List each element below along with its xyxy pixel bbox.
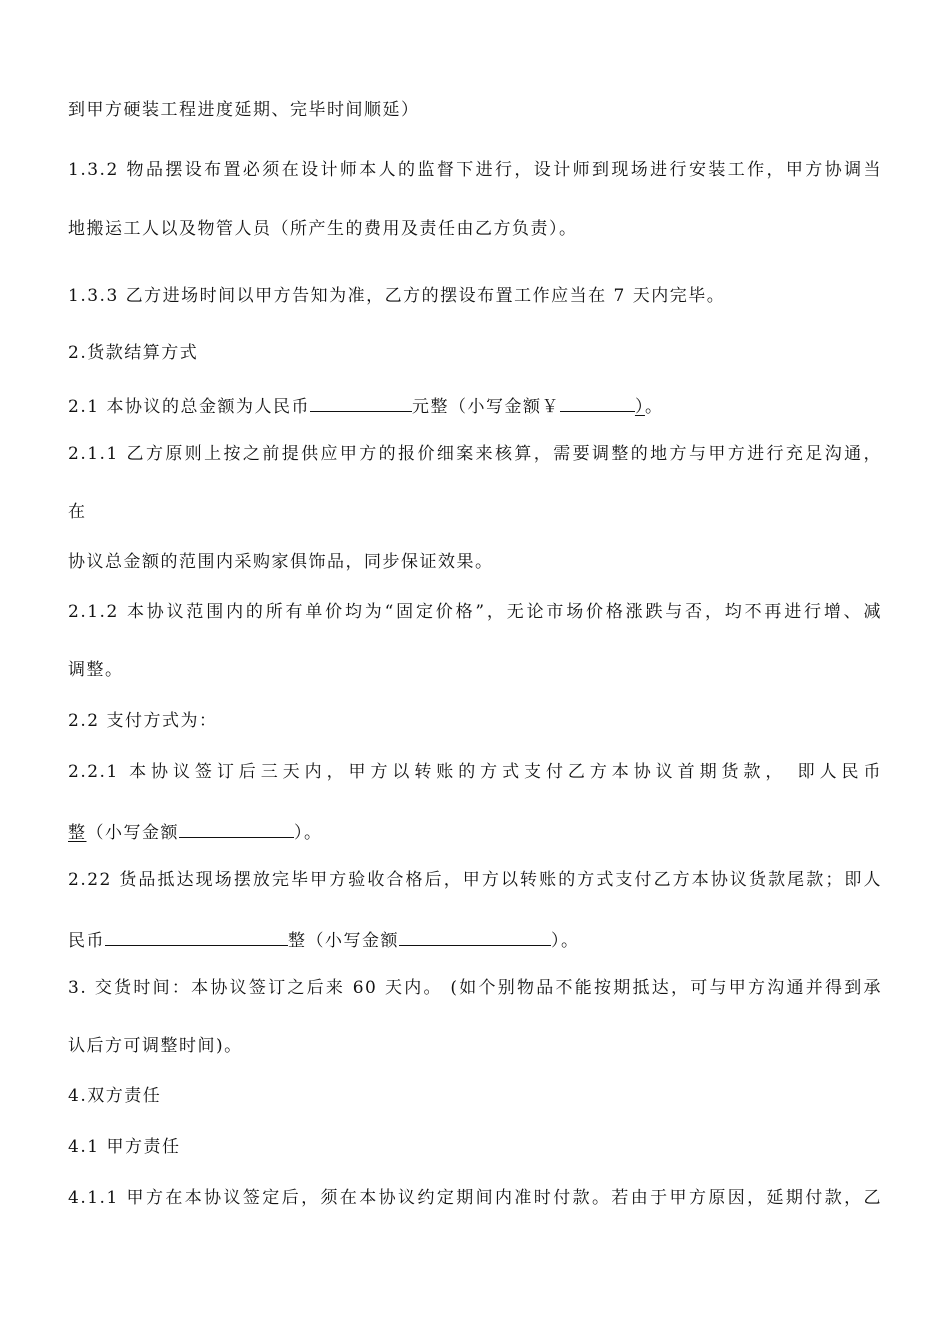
- text-line: [68, 392, 882, 419]
- text-line: [68, 98, 882, 122]
- text-line: [68, 500, 882, 524]
- heading-text: 2.货款结算方式: [68, 343, 199, 363]
- line-text: 2.2.1 本协议签订后三天内，甲方以转账的方式支付乙方本协议首期货款， 即人民币: [68, 762, 882, 782]
- text-line: [68, 709, 882, 733]
- line-text: 1.3.2 物品摆设布置必须在设计师本人的监督下进行，设计师到现场进行安装工作，甲方协调当: [68, 160, 882, 180]
- line-text: 2.1.1 乙方原则上按之前提供应甲方的报价细案来核算，需要调整的地方与甲方进行充足沟通，: [68, 444, 882, 464]
- line-text: ）: [634, 397, 645, 417]
- amount-blank: [105, 926, 288, 946]
- amount-blank: [310, 392, 412, 412]
- text-line: [68, 284, 882, 308]
- text-line: [68, 600, 882, 624]
- section-heading: [68, 341, 882, 365]
- text-line: [68, 658, 882, 682]
- line-text: ）。: [294, 823, 323, 843]
- line-text: 民币: [68, 931, 105, 951]
- line-text: 整: [68, 823, 87, 843]
- line-text: 2.22 货品抵达现场摆放完毕甲方验收合格后，甲方以转账的方式支付乙方本协议货款尾款；即人: [68, 870, 882, 890]
- line-text: 1.3.3 乙方进场时间以甲方告知为准，乙方的摆设布置工作应当在 7 天内完毕。: [68, 286, 726, 306]
- text-line: [68, 158, 882, 182]
- text-line: [68, 868, 882, 892]
- line-text: 调整。: [68, 660, 124, 680]
- text-line: [68, 1186, 882, 1210]
- line-text: 整（小写金额: [288, 931, 399, 951]
- heading-text: 4.1 甲方责任: [68, 1137, 181, 1157]
- line-text: 3. 交货时间：本协议签订之后来 60 天内。 (如个别物品不能按期抵达，可与甲方沟通并得到承: [68, 978, 882, 998]
- line-text: 在: [68, 502, 87, 522]
- line-text: 2.2 支付方式为：: [68, 711, 218, 731]
- amount-blank: [179, 818, 294, 838]
- line-text: （小写金额: [86, 823, 179, 843]
- section-heading: [68, 1084, 882, 1108]
- text-line: [68, 1034, 882, 1058]
- text-line: [68, 760, 882, 784]
- line-text: 元整（小写金额￥: [411, 397, 560, 417]
- line-text: 地搬运工人以及物管人员（所产生的费用及责任由乙方负责）。: [68, 219, 578, 239]
- line-text: 。: [644, 397, 664, 417]
- text-line: [68, 550, 882, 574]
- text-line: [68, 926, 882, 953]
- amount-blank: [399, 926, 551, 946]
- section-heading: [68, 1135, 882, 1159]
- text-line: [68, 442, 882, 466]
- line-text: 到甲方硬装工程进度延期、完毕时间顺延）: [68, 100, 420, 120]
- amount-blank: [560, 392, 635, 412]
- line-text: 协议总金额的范围内采购家俱饰品，同步保证效果。: [68, 552, 494, 572]
- line-text: ）。: [551, 931, 580, 951]
- heading-text: 4.双方责任: [68, 1086, 162, 1106]
- line-text: 4.1.1 甲方在本协议签定后，须在本协议约定期间内准时付款。若由于甲方原因，延期付款，乙: [68, 1188, 882, 1208]
- text-line: [68, 217, 882, 241]
- text-line: [68, 976, 882, 1000]
- line-text: 2.1.2 本协议范围内的所有单价均为“固定价格”，无论市场价格涨跌与否，均不再进行增、减: [68, 602, 882, 622]
- line-text: 2.1 本协议的总金额为人民币: [68, 397, 310, 417]
- text-line: [68, 818, 882, 845]
- line-text: 认后方可调整时间)。: [68, 1036, 243, 1056]
